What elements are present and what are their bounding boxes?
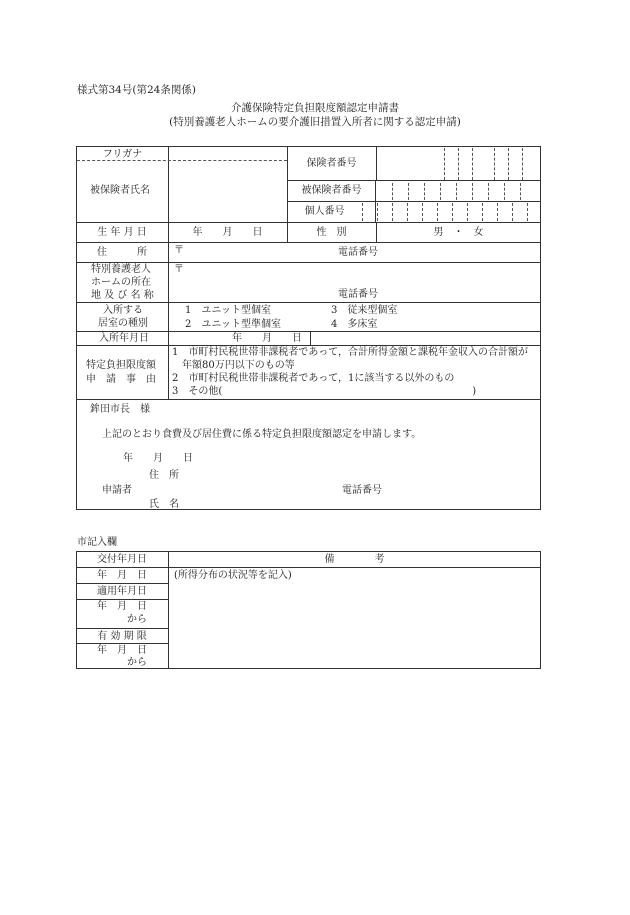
addressee: 鉾田市長 様 <box>90 404 150 415</box>
sex-label: 性 別 <box>316 227 347 238</box>
facility-phone-label: 電話番号 <box>338 289 378 300</box>
personal-number-label: 個人番号 <box>304 206 345 217</box>
reason-option-3[interactable]: 3 その他( ) <box>172 386 477 397</box>
reason-label-2: 申 請 事 由 <box>86 374 156 385</box>
birthdate-value[interactable]: 年 月 日 <box>192 227 263 238</box>
applicable-date-value[interactable]: 年 月 日 <box>97 601 147 612</box>
facility-label-2: ホームの所在 <box>91 277 151 288</box>
room-option-3[interactable]: 3 従来型個室 <box>331 305 398 316</box>
sex-value[interactable]: 男 ・ 女 <box>433 227 484 238</box>
applicant-name-label: 氏 名 <box>149 499 179 510</box>
reason-label-1: 特定負担限度額 <box>86 360 156 371</box>
remarks-label: 備 考 <box>324 554 385 565</box>
room-option-2[interactable]: 2 ユニット型準個室 <box>185 319 281 330</box>
declaration-statement: 上記のとおり食費及び居住費に係る特定負担限度額認定を申請します。 <box>102 429 422 440</box>
applicant-address-label: 住 所 <box>149 470 179 481</box>
phone-label: 電話番号 <box>338 247 378 258</box>
insured-number-label: 被保険者番号 <box>301 185 362 196</box>
room-option-1[interactable]: 1 ユニット型個室 <box>185 305 271 316</box>
room-option-4[interactable]: 4 多床室 <box>331 319 378 330</box>
issue-date-label: 交付年月日 <box>97 554 147 565</box>
facility-label-3: 地 及 び 名 称 <box>91 290 154 301</box>
insured-name-label: 被保険者氏名 <box>90 185 150 196</box>
address-label: 住 所 <box>97 247 147 258</box>
applicant-phone-label: 電話番号 <box>342 485 382 496</box>
admission-date-value[interactable]: 年 月 日 <box>232 333 302 344</box>
validity-date-value[interactable]: 年 月 日 <box>97 645 147 656</box>
applicable-date-label: 適用年月日 <box>97 586 147 597</box>
insurer-number-label: 保険者番号 <box>306 158 357 169</box>
from-label-1: から <box>127 614 147 625</box>
admission-date-label: 入所年月日 <box>99 333 149 344</box>
reason-option-2[interactable]: 2 市町村民税世帯非課税者であって，1に該当する以外のもの <box>172 373 455 384</box>
reason-option-1b: 年額80万円以下のもの等 <box>182 360 295 371</box>
furigana-label: フリガナ <box>102 149 143 160</box>
validity-label: 有 効 期 限 <box>97 631 147 642</box>
declaration-date[interactable]: 年 月 日 <box>123 453 193 464</box>
reason-option-1a[interactable]: 1 市町村民税世帯非課税者であって，合計所得金額と課税年金収入の合計額が <box>172 347 529 358</box>
facility-postal-mark: 〒 <box>174 264 184 275</box>
birthdate-label: 生 年 月 日 <box>97 227 147 238</box>
room-type-label-1: 入所する <box>103 305 143 316</box>
remarks-note: (所得分布の状況等を記入) <box>174 570 292 581</box>
city-section-heading: 市記入欄 <box>77 537 117 548</box>
issue-date-value[interactable]: 年 月 日 <box>97 570 147 581</box>
facility-label-1: 特別養護老人 <box>91 264 151 275</box>
postal-mark: 〒 <box>174 245 184 256</box>
form-number: 様式第34号(第24条関係) <box>77 84 196 96</box>
form-subtitle: (特別養護老人ホームの要介護旧措置入所者に関する認定申請) <box>169 116 461 128</box>
from-label-2: から <box>127 657 147 668</box>
form-title: 介護保険特定負担限度額認定申請書 <box>231 102 399 114</box>
room-type-label-2: 居室の種別 <box>98 318 148 329</box>
applicant-label: 申請者 <box>102 485 132 496</box>
